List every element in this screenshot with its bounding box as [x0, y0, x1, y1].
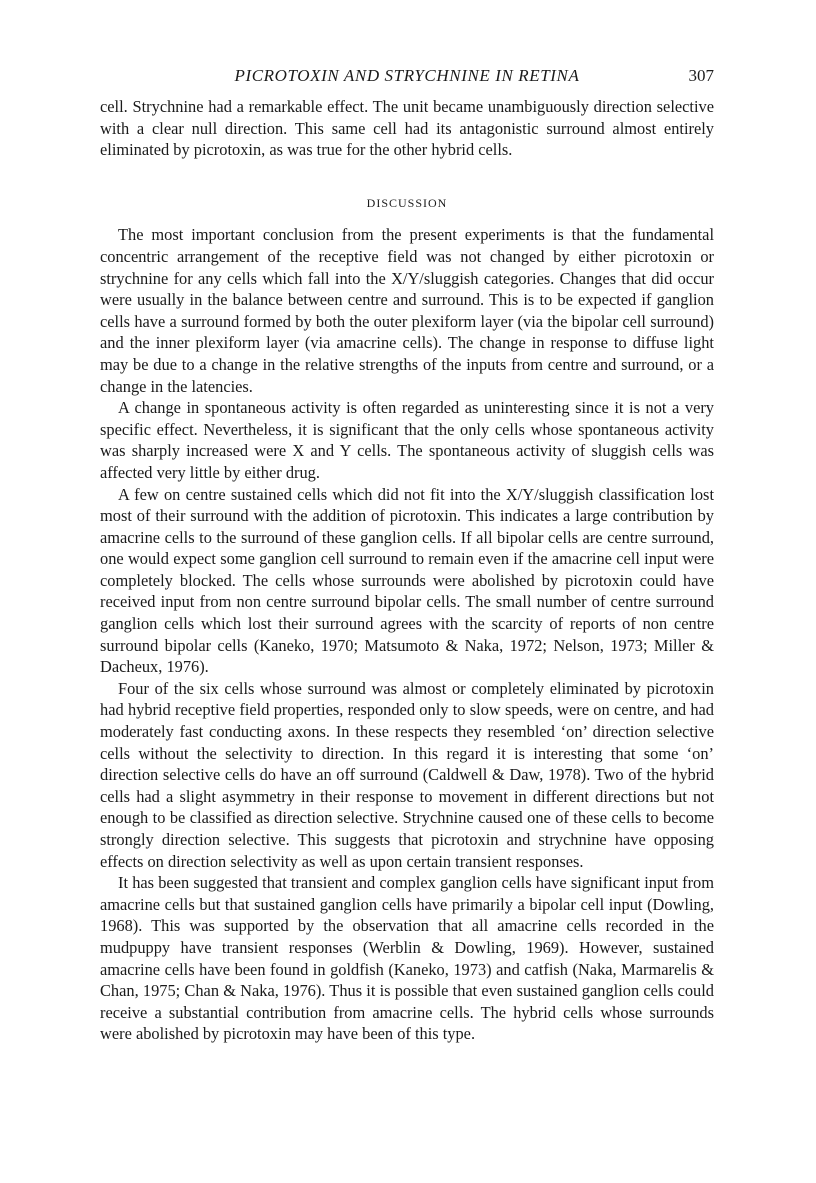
- discussion-paragraph-2: A change in spontaneous activity is often regarded as uninteresting since it is not a very specific effect. Nevertheless, it is significant that the only cells whose spontaneous activity was sharply increased were X and Y cells. The spontaneous activity of sluggish cells was affected very little by either drug.: [100, 398, 714, 482]
- discussion-paragraph-5: It has been suggested that transient and complex ganglion cells have significant input from amacrine cells but that sustained ganglion cells have primarily a bipolar cell input (Dowling, 1968). This was supported by the observation that all amacrine cells recorded in the mudpuppy have transient responses (Werblin & Dowling, 1969). However, sustained amacrine cells have been found in goldfish (Kaneko, 1973) and catfish (Naka, Marmarelis & Chan, 1975; Chan & Naka, 1976). Thus it is possible that even sustained ganglion cells could receive a substantial contribution from amacrine cells. The hybrid cells whose surrounds were abolished by picrotoxin may have been of this type.: [100, 873, 714, 1044]
- running-title: PICROTOXIN AND STRYCHNINE IN RETINA: [234, 66, 580, 85]
- page-number: 307: [688, 66, 714, 85]
- running-head: [100, 66, 714, 92]
- discussion-paragraph-3: A few on centre sustained cells which did not fit into the X/Y/sluggish classification lost most of their surround with the addition of picrotoxin. This indicates a large contribution by amacrine cells to the surround of these ganglion cells. If all bipolar cells are centre surround, one would expect some ganglion cell surround to remain even if the amacrine cell input were completely blocked. The cells whose surrounds were abolished by picrotoxin could have received input from non centre surround bipolar cells. The small number of centre surround ganglion cells which lost their surround agrees with the scarcity of reports of non centre surround bipolar cells (Kaneko, 1970; Matsumoto & Naka, 1972; Nelson, 1973; Miller & Dacheux, 1976).: [100, 484, 714, 677]
- section-heading-discussion: DISCUSSION: [366, 195, 448, 210]
- discussion-paragraph-4: Four of the six cells whose surround was almost or completely eliminated by picrotoxin had hybrid receptive field properties, responded only to slow speeds, were on centre, and had moderately fast conducting axons. In these respects they resembled ‘on’ direction selective cells without the selectivity to direction. In this regard it is interesting that some ‘on’ direction selective cells do have an off surround (Caldwell & Daw, 1978). Two of the hybrid cells had a slight asymmetry in their response to movement in different directions but not enough to be classified as direction selective. Strychnine caused one of these cells to become strongly direction selective. This suggests that picrotoxin and strychnine have opposing effects on direction selectivity as well as upon certain transient responses.: [100, 678, 714, 871]
- article-body: [100, 96, 714, 1045]
- discussion-paragraph-1: The most important conclusion from the present experiments is that the fundamental concentric arrangement of the receptive field was not changed by either picrotoxin or strychnine for any cells which fall into the X/Y/sluggish categories. Changes that did occur were usually in the balance between centre and surround. This is to be expected if ganglion cells have a surround formed by both the outer plexiform layer (via the bipolar cell surround) and the inner plexiform layer (via amacrine cells). The change in response to diffuse light may be due to a change in the relative strengths of the inputs from centre and surround, or a change in the latencies.: [100, 225, 714, 396]
- continuation-paragraph: cell. Strychnine had a remarkable effect. The unit became unambiguously direction selective with a clear null direction. This same cell had its antagonistic surround almost entirely eliminated by picrotoxin, as was true for the other hybrid cells.: [100, 97, 714, 160]
